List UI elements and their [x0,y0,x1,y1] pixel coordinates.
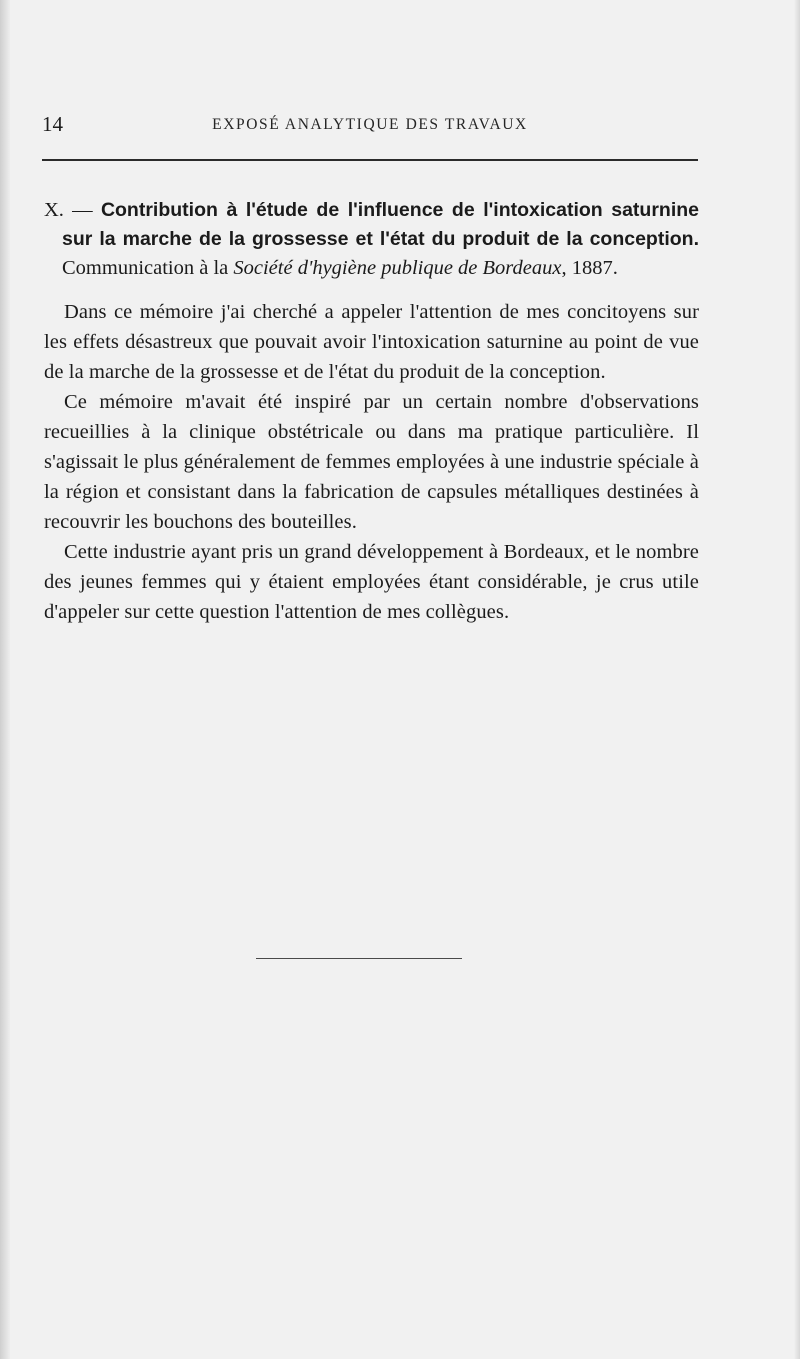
body-paragraph: Dans ce mémoire j'ai cherché a appeler l'attention de mes concitoyens sur les effets désastreux que pouvait avoir l'intoxication saturnine au point de vue de la marche de la grossesse et de l'état du produit de la conception. [44,301,699,383]
header-rule [42,159,698,161]
page-binding-edge [0,0,10,1359]
bibliographic-entry [44,196,699,283]
body-paragraph: Cette industrie ayant pris un grand développement à Bordeaux, et le nombre des jeunes femmes qui y étaient employées étant considérable, je crus utile d'appeler sur cette question l'attention de mes collègues. [44,541,699,623]
closing-rule [256,958,462,959]
entry-society-name: Société d'hygiène publique de Bordeaux [233,257,562,279]
page-number: 14 [42,112,63,136]
running-title: EXPOSÉ ANALYTIQUE DES TRAVAUX [212,116,528,133]
entry-year: , 1887. [561,257,618,279]
page-header [42,112,698,142]
page-content [44,196,699,627]
entry-title: Contribution à l'étude de l'influence de l'intoxication saturnine sur la marche de la grossesse et l'état du produit de la conception. [62,199,700,250]
entry-publication-text: Communication à la [62,257,234,279]
entry-numeral: X. — [44,199,101,221]
body-paragraph: Ce mémoire m'avait été inspiré par un certain nombre d'observations recueillies à la clinique obstétricale ou dans ma pratique particulière. Il s'agissait le plus généralement de femmes employées à une industrie spéciale à la région et consistant dans la fabrication de capsules métalliques destinées à recouvrir les bouchons des bouteilles. [44,391,699,533]
page-right-shadow [794,0,800,1359]
